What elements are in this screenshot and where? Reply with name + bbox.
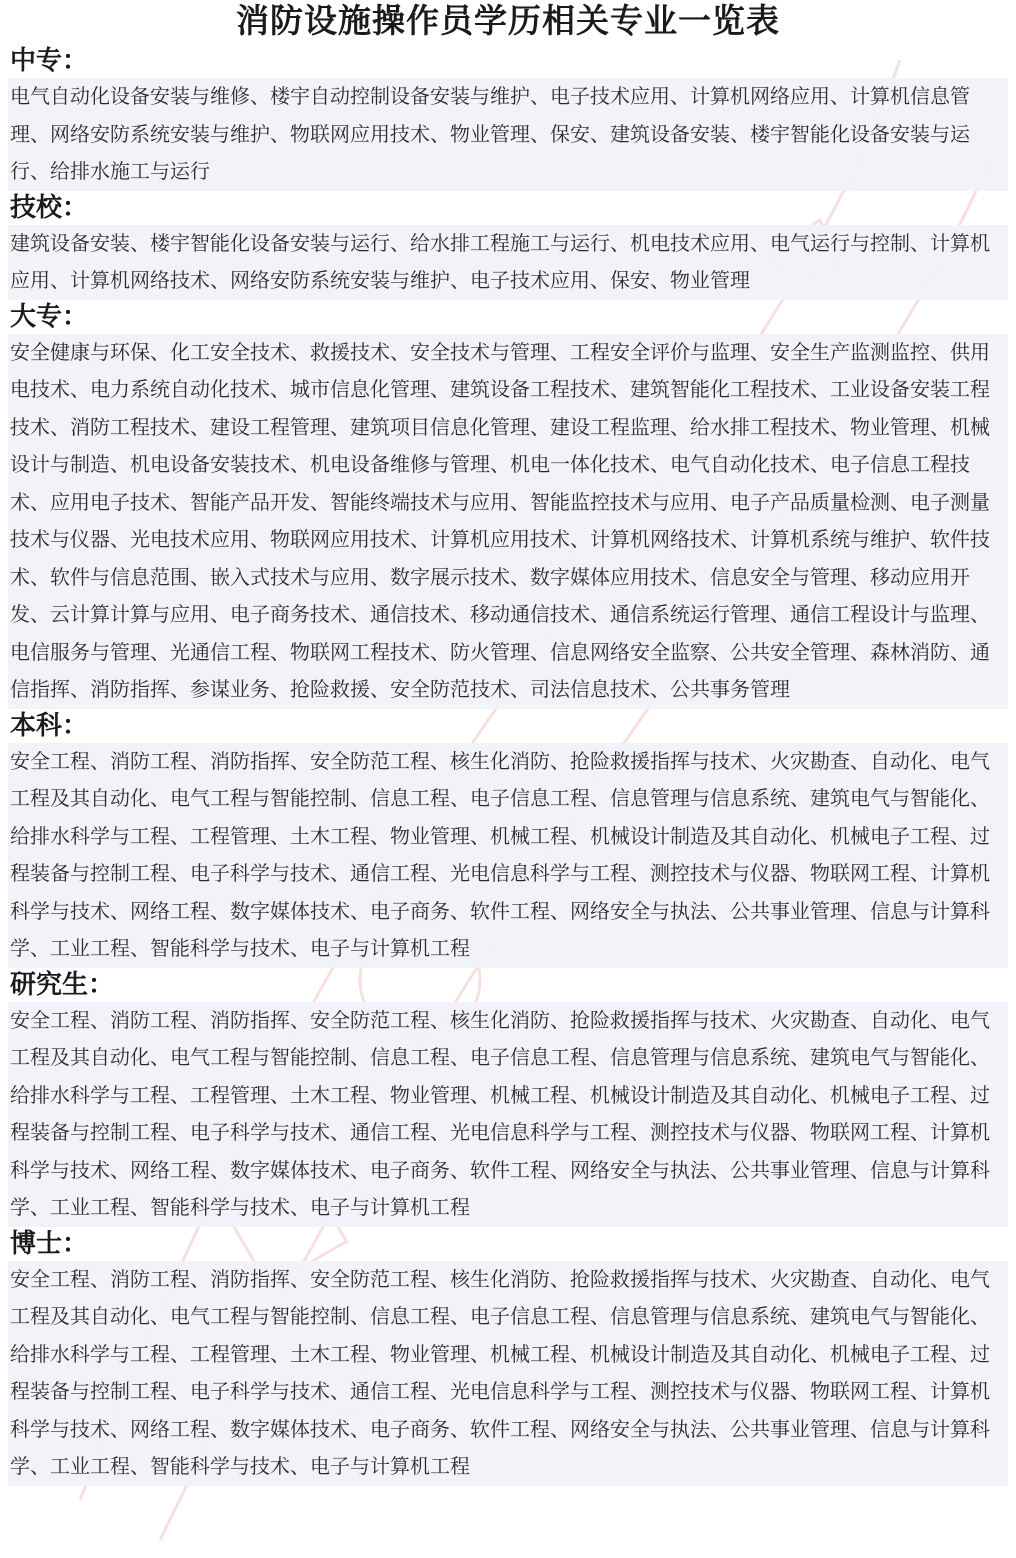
section-heading: 中专： <box>10 46 89 76</box>
section-body: 安全工程、消防工程、消防指挥、安全防范工程、核生化消防、抢险救援指挥与技术、火灾勘查、自动化、电气工程及其自动化、电气工程与智能控制、信息工程、电子信息工程、信息管理与信息系统、建筑电气与智能化、给排水科学与工程、工程管理、土木工程、物业管理、机械工程、机械设计制造及其自动化、机械电子工程、过程装备与控制工程、电子科学与技术、通信工程、光电信息科学与工程、测控技术与仪器、物联网工程、计算机科学与技术、网络工程、数字媒体技术、电子商务、软件工程、网络安全与执法、公共事业管理、信息与计算科学、工业工程、智能科学与技术、电子与计算机工程 <box>8 1002 1008 1227</box>
page-title: 消防设施操作员学历相关专业一览表 <box>236 1 780 40</box>
section-body: 安全工程、消防工程、消防指挥、安全防范工程、核生化消防、抢险救援指挥与技术、火灾勘查、自动化、电气工程及其自动化、电气工程与智能控制、信息工程、电子信息工程、信息管理与信息系统、建筑电气与智能化、给排水科学与工程、工程管理、土木工程、物业管理、机械工程、机械设计制造及其自动化、机械电子工程、过程装备与控制工程、电子科学与技术、通信工程、光电信息科学与工程、测控技术与仪器、物联网工程、计算机科学与技术、网络工程、数字媒体技术、电子商务、软件工程、网络安全与执法、公共事业管理、信息与计算科学、工业工程、智能科学与技术、电子与计算机工程 <box>8 743 1008 968</box>
section-zhongzhuan <box>8 44 1008 191</box>
section-jixiao <box>8 191 1008 300</box>
section-body: 建筑设备安装、楼宇智能化设备安装与运行、给水排工程施工与运行、机电技术应用、电气运行与控制、计算机应用、计算机网络技术、网络安防系统安装与维护、电子技术应用、保安、物业管理 <box>8 225 1008 300</box>
section-heading: 本科： <box>10 710 89 741</box>
section-body: 安全健康与环保、化工安全技术、救援技术、安全技术与管理、工程安全评价与监理、安全生产监测监控、供用电技术、电力系统自动化技术、城市信息化管理、建筑设备工程技术、建筑智能化工程技术、工业设备安装工程技术、消防工程技术、建设工程管理、建筑项目信息化管理、建设工程监理、给水排工程技术、物业管理、机械设计与制造、机电设备安装技术、机电设备维修与管理、机电一体化技术、电气自动化技术、电子信息工程技术、应用电子技术、智能产品开发、智能终端技术与应用、智能监控技术与应用、电子产品质量检测、电子测量技术与仪器、光电技术应用、物联网应用技术、计算机应用技术、计算机网络技术、计算机系统与维护、软件技术、软件与信息范围、嵌入式技术与应用、数字展示技术、数字媒体应用技术、信息安全与管理、移动应用开发、云计算计算与应用、电子商务技术、通信技术、移动通信技术、通信系统运行管理、通信工程设计与监理、电信服务与管理、光通信工程、物联网工程技术、防火管理、信息网络安全监察、公共安全管理、森林消防、通信指挥、消防指挥、参谋业务、抢险救援、安全防范技术、司法信息技术、公共事务管理 <box>8 334 1008 709</box>
section-body: 安全工程、消防工程、消防指挥、安全防范工程、核生化消防、抢险救援指挥与技术、火灾勘查、自动化、电气工程及其自动化、电气工程与智能控制、信息工程、电子信息工程、信息管理与信息系统、建筑电气与智能化、给排水科学与工程、工程管理、土木工程、物业管理、机械工程、机械设计制造及其自动化、机械电子工程、过程装备与控制工程、电子科学与技术、通信工程、光电信息科学与工程、测控技术与仪器、物联网工程、计算机科学与技术、网络工程、数字媒体技术、电子商务、软件工程、网络安全与执法、公共事业管理、信息与计算科学、工业工程、智能科学与技术、电子与计算机工程 <box>8 1261 1008 1486</box>
section-body: 电气自动化设备安装与维修、楼宇自动控制设备安装与维护、电子技术应用、计算机网络应用、计算机信息管理、网络安防系统安装与维护、物联网应用技术、物业管理、保安、建筑设备安装、楼宇智能化设备安装与运行、给排水施工与运行 <box>8 78 1008 191</box>
section-boshi <box>8 1227 1008 1486</box>
section-yanjiusheng <box>8 968 1008 1227</box>
section-heading: 博士： <box>10 1228 89 1259</box>
section-heading: 技校： <box>10 192 89 223</box>
section-heading: 研究生： <box>10 969 115 1000</box>
section-benke <box>8 709 1008 968</box>
section-dazhuan <box>8 300 1008 709</box>
section-heading: 大专： <box>10 301 89 332</box>
